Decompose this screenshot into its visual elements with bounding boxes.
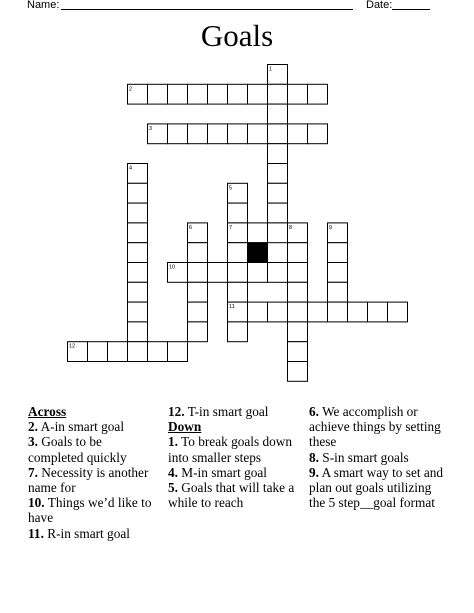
crossword-cell[interactable] bbox=[268, 302, 288, 322]
crossword-cell[interactable] bbox=[148, 84, 168, 104]
crossword-cell[interactable] bbox=[208, 124, 228, 144]
crossword-cell[interactable] bbox=[128, 342, 148, 362]
crossword-cell[interactable] bbox=[328, 243, 348, 263]
crossword-cell[interactable] bbox=[168, 124, 188, 144]
crossword-cell[interactable] bbox=[128, 302, 148, 322]
crossword-cell[interactable] bbox=[288, 263, 308, 283]
crossword-cell[interactable] bbox=[288, 243, 308, 263]
crossword-cell[interactable] bbox=[288, 302, 308, 322]
crossword-cell[interactable] bbox=[268, 223, 288, 243]
crossword-cell[interactable] bbox=[208, 84, 228, 104]
crossword-cell[interactable] bbox=[228, 124, 248, 144]
clue-number: 10 bbox=[169, 264, 176, 271]
crossword-cell[interactable] bbox=[328, 282, 348, 302]
clue-text: Things we’d like to have bbox=[28, 495, 152, 526]
crossword-cell[interactable] bbox=[228, 322, 248, 342]
clue-number-label: 1. bbox=[168, 434, 178, 450]
crossword-black-cell bbox=[248, 243, 268, 263]
clue-number-label: 5. bbox=[168, 480, 178, 496]
date-label: Date: bbox=[366, 0, 393, 11]
clue-number: 3 bbox=[149, 125, 153, 132]
clue-number-label: 4. bbox=[168, 464, 178, 480]
crossword-cell[interactable] bbox=[228, 203, 248, 223]
clue-text: We accomplish or achieve things by setting these bbox=[309, 404, 441, 450]
clue-number: 2 bbox=[129, 86, 133, 93]
clue-text: M-in smart goal bbox=[177, 464, 267, 480]
crossword-cell[interactable] bbox=[288, 362, 308, 382]
crossword-cell[interactable] bbox=[248, 223, 268, 243]
crossword-cell[interactable] bbox=[228, 243, 248, 263]
crossword-cell[interactable] bbox=[248, 263, 268, 283]
crossword-cell[interactable] bbox=[188, 263, 208, 283]
crossword-cell[interactable] bbox=[228, 282, 248, 302]
crossword-cell[interactable] bbox=[128, 243, 148, 263]
clue-text: Goals that will take a while to reach bbox=[168, 480, 295, 511]
crossword-cell[interactable] bbox=[88, 342, 108, 362]
crossword-cell[interactable] bbox=[268, 164, 288, 184]
clue-number: 4 bbox=[129, 165, 133, 172]
clue-number-label: 12. bbox=[168, 404, 185, 419]
clue-number: 12 bbox=[69, 343, 76, 350]
clue-number-label: 3. bbox=[28, 434, 38, 450]
clues-column-2 bbox=[168, 404, 302, 510]
crossword-cell[interactable] bbox=[328, 302, 348, 322]
crossword-cell[interactable] bbox=[168, 342, 188, 362]
across-heading: Across bbox=[28, 404, 67, 419]
crossword-cell[interactable] bbox=[288, 322, 308, 342]
crossword-cell[interactable] bbox=[268, 104, 288, 124]
crossword-cell[interactable] bbox=[188, 322, 208, 342]
crossword-cell[interactable] bbox=[268, 263, 288, 283]
name-label: Name: bbox=[27, 0, 60, 11]
crossword-cell[interactable] bbox=[348, 302, 368, 322]
clue-text: S-in smart goals bbox=[318, 449, 409, 465]
crossword-cell[interactable] bbox=[248, 124, 268, 144]
clue-number: 8 bbox=[289, 224, 293, 231]
crossword-cell[interactable] bbox=[128, 203, 148, 223]
clue-item bbox=[28, 419, 160, 434]
down-heading: Down bbox=[168, 419, 202, 435]
clue-number-label: 7. bbox=[28, 464, 38, 480]
clue-item bbox=[309, 404, 449, 450]
clue-number-label: 10. bbox=[28, 495, 45, 511]
clue-text: A-in smart goal bbox=[37, 419, 125, 435]
clue-text: T-in smart goal bbox=[184, 404, 269, 419]
clue-number-label: 6. bbox=[309, 404, 319, 419]
crossword-cell[interactable] bbox=[328, 263, 348, 283]
crossword-cell[interactable] bbox=[268, 124, 288, 144]
clue-number-label: 11. bbox=[28, 525, 44, 541]
clue-item bbox=[168, 465, 302, 480]
clue-number: 6 bbox=[189, 224, 193, 231]
clue-text: R-in smart goal bbox=[43, 525, 130, 541]
crossword-cell[interactable] bbox=[128, 223, 148, 243]
clue-item bbox=[28, 526, 160, 541]
clue-item bbox=[309, 465, 449, 511]
crossword-cell[interactable] bbox=[128, 322, 148, 342]
crossword-cell[interactable] bbox=[288, 342, 308, 362]
crossword-cell[interactable] bbox=[168, 84, 188, 104]
crossword-cell[interactable] bbox=[268, 183, 288, 203]
clue-number-label: 8. bbox=[309, 449, 319, 465]
crossword-cell[interactable] bbox=[368, 302, 388, 322]
crossword-cell[interactable] bbox=[288, 124, 308, 144]
clue-number: 1 bbox=[269, 66, 273, 73]
clue-number: 9 bbox=[329, 224, 333, 231]
clues-column-3 bbox=[309, 404, 449, 510]
clue-text: A smart way to set and plan out goals utilizing the 5 step__goal format bbox=[309, 464, 444, 511]
clue-item bbox=[168, 480, 302, 510]
crossword-cell[interactable] bbox=[248, 84, 268, 104]
crossword-cell[interactable] bbox=[108, 342, 128, 362]
clue-text: Goals to be completed quickly bbox=[28, 434, 127, 465]
clue-item bbox=[28, 434, 160, 464]
crossword-cell[interactable] bbox=[228, 84, 248, 104]
crossword-cell[interactable] bbox=[308, 84, 328, 104]
clue-item bbox=[168, 404, 302, 419]
clue-item bbox=[28, 465, 160, 495]
crossword-cell[interactable] bbox=[188, 124, 208, 144]
clue-number: 5 bbox=[229, 185, 233, 192]
clue-text: To break goals down into smaller steps bbox=[168, 434, 293, 465]
crossword-cell[interactable] bbox=[128, 263, 148, 283]
crossword-cell[interactable] bbox=[268, 144, 288, 164]
clue-number: 7 bbox=[229, 224, 233, 231]
clue-number-label: 9. bbox=[309, 464, 319, 480]
crossword-cell[interactable] bbox=[148, 342, 168, 362]
clue-item bbox=[309, 450, 449, 465]
crossword-cell[interactable] bbox=[308, 124, 328, 144]
crossword-cell[interactable] bbox=[128, 183, 148, 203]
crossword-cell[interactable] bbox=[188, 84, 208, 104]
crossword-cell[interactable] bbox=[188, 282, 208, 302]
crossword-cell[interactable] bbox=[388, 302, 408, 322]
crossword-cell[interactable] bbox=[208, 263, 228, 283]
crossword-cell[interactable] bbox=[248, 302, 268, 322]
crossword-cell[interactable] bbox=[128, 282, 148, 302]
crossword-cell[interactable] bbox=[228, 263, 248, 283]
crossword-cell[interactable] bbox=[308, 302, 328, 322]
crossword-cell[interactable] bbox=[288, 282, 308, 302]
clue-text: Necessity is another name for bbox=[28, 464, 149, 496]
crossword-cell[interactable] bbox=[268, 203, 288, 223]
clue-item bbox=[168, 434, 302, 464]
crossword-cell[interactable] bbox=[288, 84, 308, 104]
crossword-cell[interactable] bbox=[188, 302, 208, 322]
crossword-cell[interactable] bbox=[268, 84, 288, 104]
clue-item bbox=[28, 495, 160, 525]
clue-number: 11 bbox=[229, 304, 235, 311]
crossword-cell[interactable] bbox=[188, 243, 208, 263]
clues-column-1 bbox=[28, 404, 160, 541]
page-title: Goals bbox=[200, 18, 274, 53]
clue-number-label: 2. bbox=[28, 419, 38, 435]
